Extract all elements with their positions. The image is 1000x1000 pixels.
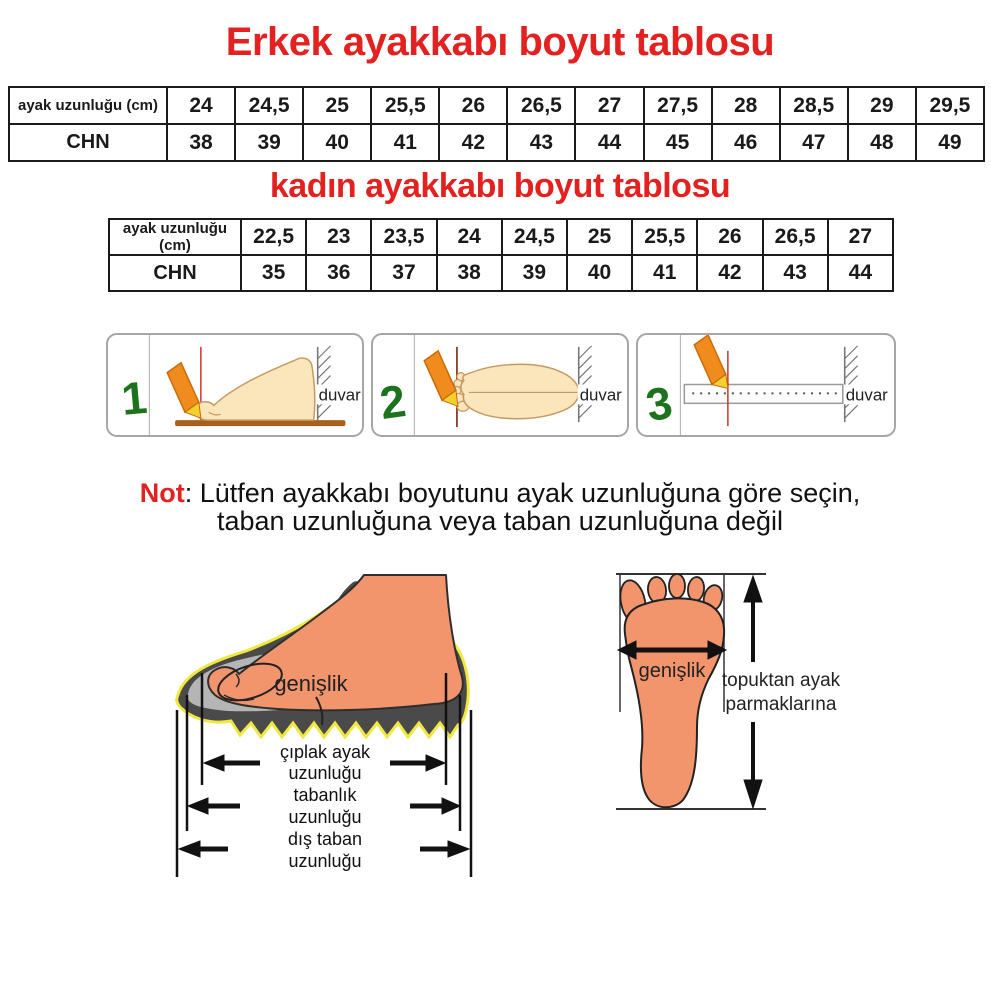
step-number: 3: [642, 376, 677, 432]
size-cell: 29,5: [916, 87, 984, 124]
pencil-icon: [167, 363, 201, 418]
size-cell: 23,5: [371, 219, 436, 255]
size-cell: 27: [575, 87, 643, 124]
size-cell: 25,5: [632, 219, 697, 255]
size-cell: 46: [712, 124, 780, 161]
shoe-length-diagram: [128, 555, 498, 885]
size-cell: 38: [167, 124, 235, 161]
size-cell: 43: [507, 124, 575, 161]
size-cell: 35: [241, 255, 306, 291]
heel-to-toe-label-line2: parmaklarına: [725, 694, 837, 715]
size-cell: 26,5: [507, 87, 575, 124]
size-cell: 43: [763, 255, 828, 291]
women-chn-label: CHN: [109, 255, 241, 291]
wall-label: duvar: [845, 385, 888, 405]
bare-foot-length-label-line1: çıplak ayak: [279, 742, 371, 762]
women-chn-row: [109, 255, 893, 291]
measure-step-2-box: [371, 333, 629, 437]
size-cell: 25: [567, 219, 632, 255]
size-cell: 48: [848, 124, 916, 161]
pencil-icon: [694, 335, 728, 388]
pencil-icon: [424, 351, 458, 406]
measure-step-3-box: [636, 333, 896, 437]
size-cell: 24,5: [235, 87, 303, 124]
size-cell: 44: [575, 124, 643, 161]
size-cell: 42: [697, 255, 762, 291]
step-number: 1: [119, 371, 150, 425]
wall-hatch: [579, 346, 592, 422]
measuring-board: [175, 420, 345, 426]
wall-hatch: [845, 346, 858, 422]
size-cell: 25: [303, 87, 371, 124]
size-cell: 26: [697, 219, 762, 255]
size-cell: 27: [828, 219, 893, 255]
women-foot-length-row: [109, 219, 893, 255]
size-cell: 41: [371, 124, 439, 161]
measure-step-2-illustration: [373, 335, 627, 435]
bare-foot-length-label-line2: uzunluğu: [288, 763, 362, 783]
size-cell: 36: [306, 255, 371, 291]
size-cell: 40: [567, 255, 632, 291]
size-cell: 49: [916, 124, 984, 161]
size-cell: 23: [306, 219, 371, 255]
men-table-title: Erkek ayakkabı boyut tablosu: [225, 20, 775, 64]
size-cell: 24,5: [502, 219, 567, 255]
insole-length-label-line1: tabanlık: [293, 785, 357, 805]
size-cell: 28: [712, 87, 780, 124]
size-cell: 24: [437, 219, 502, 255]
men-chn-row: [9, 124, 984, 161]
heel-to-toe-arrow: [744, 576, 762, 808]
size-cell: 25,5: [371, 87, 439, 124]
size-cell: 22,5: [241, 219, 306, 255]
size-cell: 26: [439, 87, 507, 124]
step-number: 2: [376, 374, 409, 429]
note-text: [0, 479, 1000, 535]
size-cell: 27,5: [644, 87, 712, 124]
measure-step-3-illustration: [638, 335, 894, 435]
size-cell: 39: [502, 255, 567, 291]
men-foot-length-row: [9, 87, 984, 124]
size-cell: 28,5: [780, 87, 848, 124]
ruler-illustration: [684, 385, 842, 404]
men-chn-label: CHN: [9, 124, 167, 161]
footprint-illustration: [453, 364, 579, 418]
size-cell: 41: [632, 255, 697, 291]
size-cell: 37: [371, 255, 436, 291]
wall-hatch: [318, 346, 331, 420]
width-label: genişlik: [638, 660, 706, 682]
men-foot-length-label: ayak uzunluğu (cm): [9, 87, 167, 124]
insole-length-label-line2: uzunluğu: [288, 807, 362, 827]
size-cell: 26,5: [763, 219, 828, 255]
note-line1: : Lütfen ayakkabı boyutunu ayak uzunluğuna göre seçin,: [184, 478, 861, 508]
men-size-table: [8, 86, 985, 162]
foot-side-illustration: [194, 358, 314, 420]
size-cell: 47: [780, 124, 848, 161]
size-cell: 29: [848, 87, 916, 124]
size-cell: 24: [167, 87, 235, 124]
women-table-title: kadın ayakkabı boyut tablosu: [269, 167, 731, 205]
note-line2: taban uzunluğuna veya taban uzunluğuna değil: [217, 506, 783, 536]
measure-step-1-illustration: [108, 335, 362, 435]
size-cell: 44: [828, 255, 893, 291]
measure-step-1-box: [106, 333, 364, 437]
wall-label: duvar: [579, 385, 622, 405]
footprint-measure-diagram: [600, 562, 890, 822]
size-cell: 45: [644, 124, 712, 161]
heel-to-toe-label-line1: topuktan ayak: [721, 670, 841, 691]
size-cell: 40: [303, 124, 371, 161]
width-label: genişlik: [274, 671, 348, 696]
size-cell: 39: [235, 124, 303, 161]
note-label: Not: [139, 478, 185, 508]
outsole-length-label-line1: dış taban: [287, 829, 363, 849]
women-size-table: [108, 218, 894, 292]
women-foot-length-label: ayak uzunluğu (cm): [109, 219, 241, 255]
size-cell: 42: [439, 124, 507, 161]
size-cell: 38: [437, 255, 502, 291]
footprint-shape: [617, 574, 725, 807]
wall-label: duvar: [318, 385, 361, 405]
outsole-length-label-line2: uzunluğu: [288, 851, 362, 871]
